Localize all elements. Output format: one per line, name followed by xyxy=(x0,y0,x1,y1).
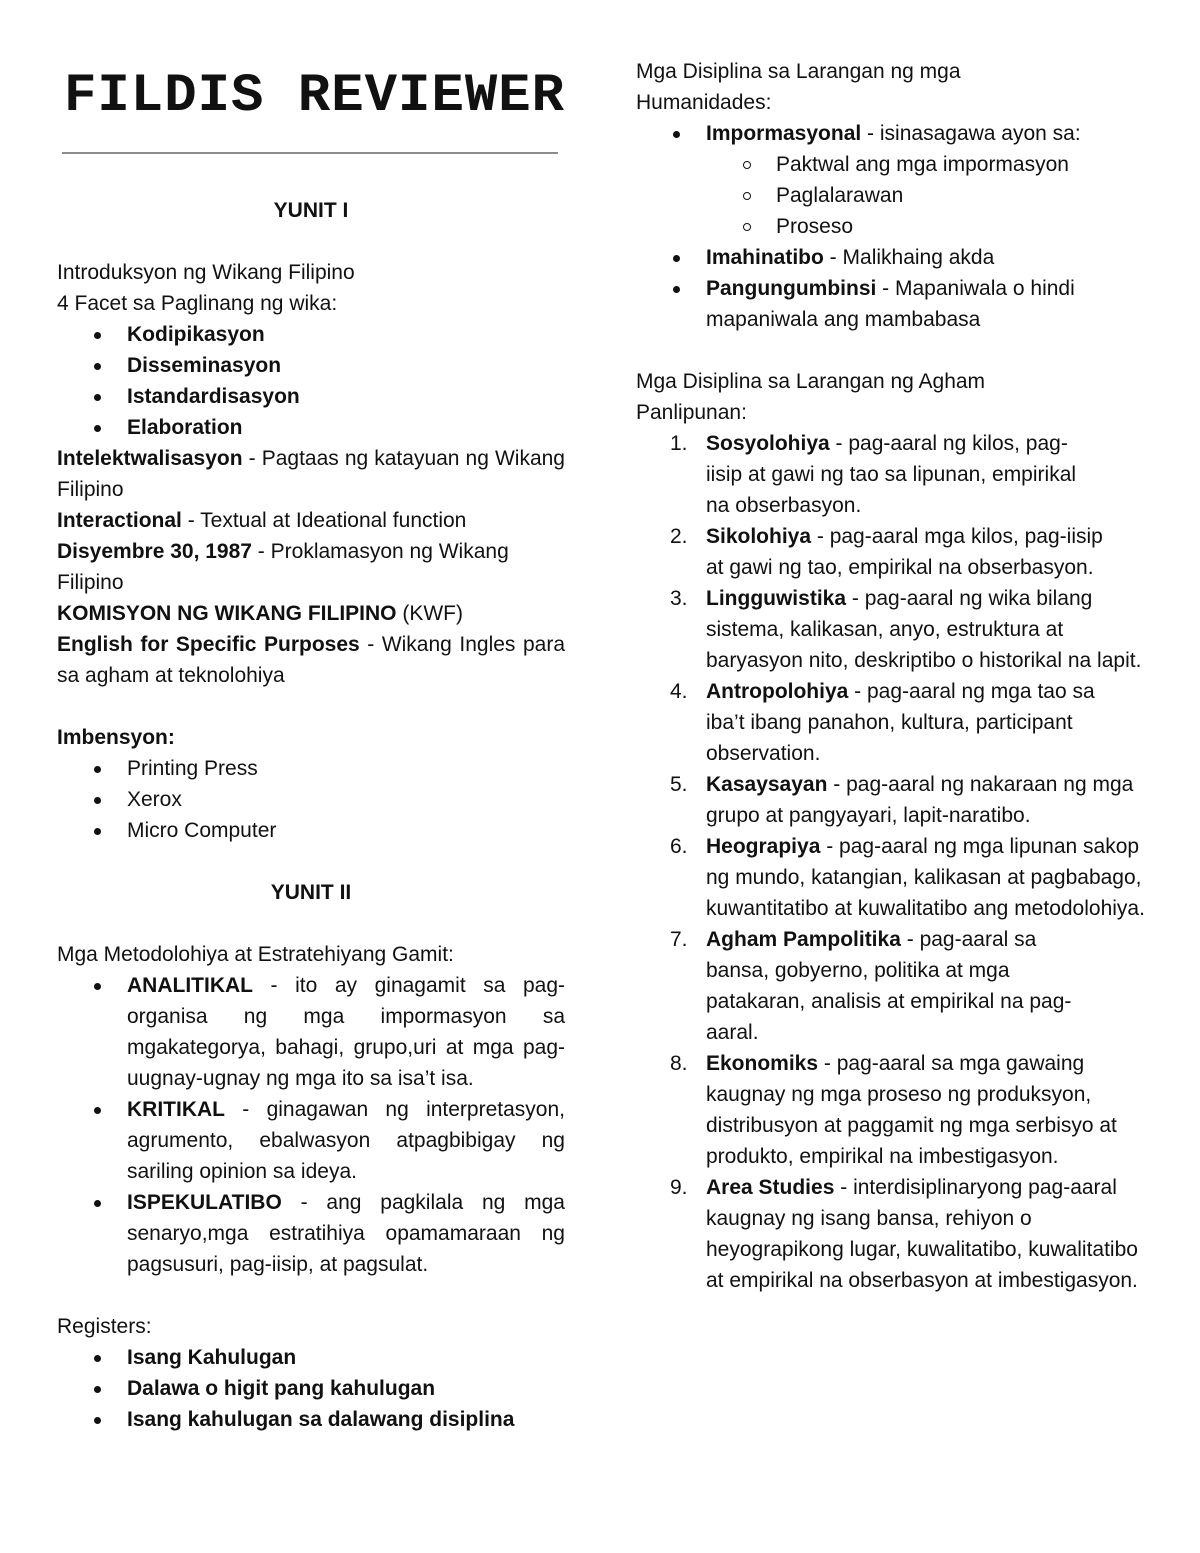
unit1-heading: YUNIT I xyxy=(273,199,349,222)
sub-list-item: Proseso xyxy=(776,211,1151,242)
list-item: Printing Press xyxy=(127,753,565,784)
term-definition: KOMISYON NG WIKANG FILIPINO (KWF) xyxy=(57,602,463,625)
list-item: Imahinatibo - Malikhaing akda xyxy=(706,242,1151,273)
list-item: Elaboration xyxy=(127,412,565,443)
unit2-heading: YUNIT II xyxy=(270,881,352,904)
list-item: 7. Agham Pampolitika - pag-aaral sa bansa, gobyerno, politika at mga patakaran, analisis at empirikal na pag-aaral. xyxy=(670,928,1072,1044)
list-item: Kodipikasyon xyxy=(127,319,565,350)
list-item: 3. Lingguwistika - pag-aaral ng wika bilang sistema, kalikasan, anyo, estruktura at baryasyon nito, deskriptibo o historikal na lapit. xyxy=(670,587,1142,672)
facet-list xyxy=(57,319,565,443)
imbensyon-list xyxy=(57,753,565,846)
title-divider xyxy=(62,152,558,154)
list-item: KRITIKAL - ginagawan ng interpretasyon, agrumento, ebalwasyon atpagbibigay ng sariling opinion sa ideya. xyxy=(127,1094,565,1187)
unit1-intro: Introduksyon ng Wikang Filipino xyxy=(57,261,355,284)
list-item: Impormasyonal - isinasagawa ayon sa: Paktwal ang mga impormasyon Paglalarawan Proseso xyxy=(706,118,1151,242)
term-definition: English for Specific Purposes - Wikang Ingles para sa agham at teknolohiya xyxy=(57,633,565,687)
registers-list xyxy=(57,1342,565,1435)
list-item: 1. Sosyolohiya - pag-aaral ng kilos, pag-iisip at gawi ng tao sa lipunan, empirikal na obserbasyon. xyxy=(670,432,1077,517)
term-definition: Interactional - Textual at Ideational function xyxy=(57,509,467,532)
left-column xyxy=(57,195,565,1435)
list-item: Pangungumbinsi - Mapaniwala o hindi mapaniwala ang mambabasa xyxy=(706,273,1106,335)
list-item: 8. Ekonomiks - pag-aaral sa mga gawaing kaugnay ng mga proseso ng produksyon, distribusyon at paggamit ng mga serbisyo at produkto, empirikal na imbestigasyon. xyxy=(670,1052,1117,1168)
sub-list-item: Paglalarawan xyxy=(776,180,1151,211)
sub-list-item: Paktwal ang mga impormasyon xyxy=(776,149,1151,180)
metodo-list xyxy=(57,970,565,1280)
list-item: Micro Computer xyxy=(127,815,565,846)
list-item: Isang Kahulugan xyxy=(127,1342,565,1373)
list-item: Xerox xyxy=(127,784,565,815)
humanidades-label: Mga Disiplina sa Larangan ng mga Humanidades: xyxy=(636,60,961,114)
registers-label: Registers: xyxy=(57,1315,152,1338)
list-item: Isang kahulugan sa dalawang disiplina xyxy=(127,1404,565,1435)
imbensyon-label: Imbensyon: xyxy=(57,726,175,749)
list-item: ANALITIKAL - ito ay ginagamit sa pag-organisa ng mga impormasyon sa mgakategorya, bahagi, grupo,uri at mga pag-uugnay-ugnay ng mga ito sa isa’t isa. xyxy=(127,970,565,1094)
sub-list xyxy=(706,149,1151,242)
term-definition: Intelektwalisasyon - Pagtaas ng katayuan ng Wikang Filipino xyxy=(57,447,565,501)
humanidades-list xyxy=(636,118,1151,335)
list-item: Disseminasyon xyxy=(127,350,565,381)
agham-list xyxy=(636,428,1151,1296)
list-item: 6. Heograpiya - pag-aaral ng mga lipunan sakop ng mundo, katangian, kalikasan at pagbabago, kuwantitatibo at kuwalitatibo ang metodolohiya. xyxy=(670,835,1145,920)
list-item: 2. Sikolohiya - pag-aaral mga kilos, pag-iisip at gawi ng tao, empirikal na obserbasyon. xyxy=(670,525,1103,579)
list-item: 5. Kasaysayan - pag-aaral ng nakaraan ng mga grupo at pangyayari, lapit-naratibo. xyxy=(670,773,1134,827)
list-item: Istandardisasyon xyxy=(127,381,565,412)
facet-label: 4 Facet sa Paglinang ng wika: xyxy=(57,292,338,315)
list-item: 9. Area Studies - interdisiplinaryong pag-aaral kaugnay ng isang bansa, rehiyon o heyograpikong lugar, kuwalitatibo, kuwalitatibo at empirikal na obserbasyon at imbestigasyon. xyxy=(670,1176,1138,1292)
list-item: ISPEKULATIBO - ang pagkilala ng mga senaryo,mga estratihiya opamamaraan ng pagsusuri, pag-iisip, at pagsulat. xyxy=(127,1187,565,1280)
page-title: FILDIS REVIEWER xyxy=(64,66,566,127)
agham-label: Mga Disiplina sa Larangan ng Agham Panlipunan: xyxy=(636,370,986,424)
right-column xyxy=(636,56,1151,1296)
list-item: Dalawa o higit pang kahulugan xyxy=(127,1373,565,1404)
list-item: 4. Antropolohiya - pag-aaral ng mga tao sa iba’t ibang panahon, kultura, participant observation. xyxy=(670,680,1095,765)
metodo-label: Mga Metodolohiya at Estratehiyang Gamit: xyxy=(57,943,454,966)
term-definition: Disyembre 30, 1987 - Proklamasyon ng Wikang Filipino xyxy=(57,540,509,594)
